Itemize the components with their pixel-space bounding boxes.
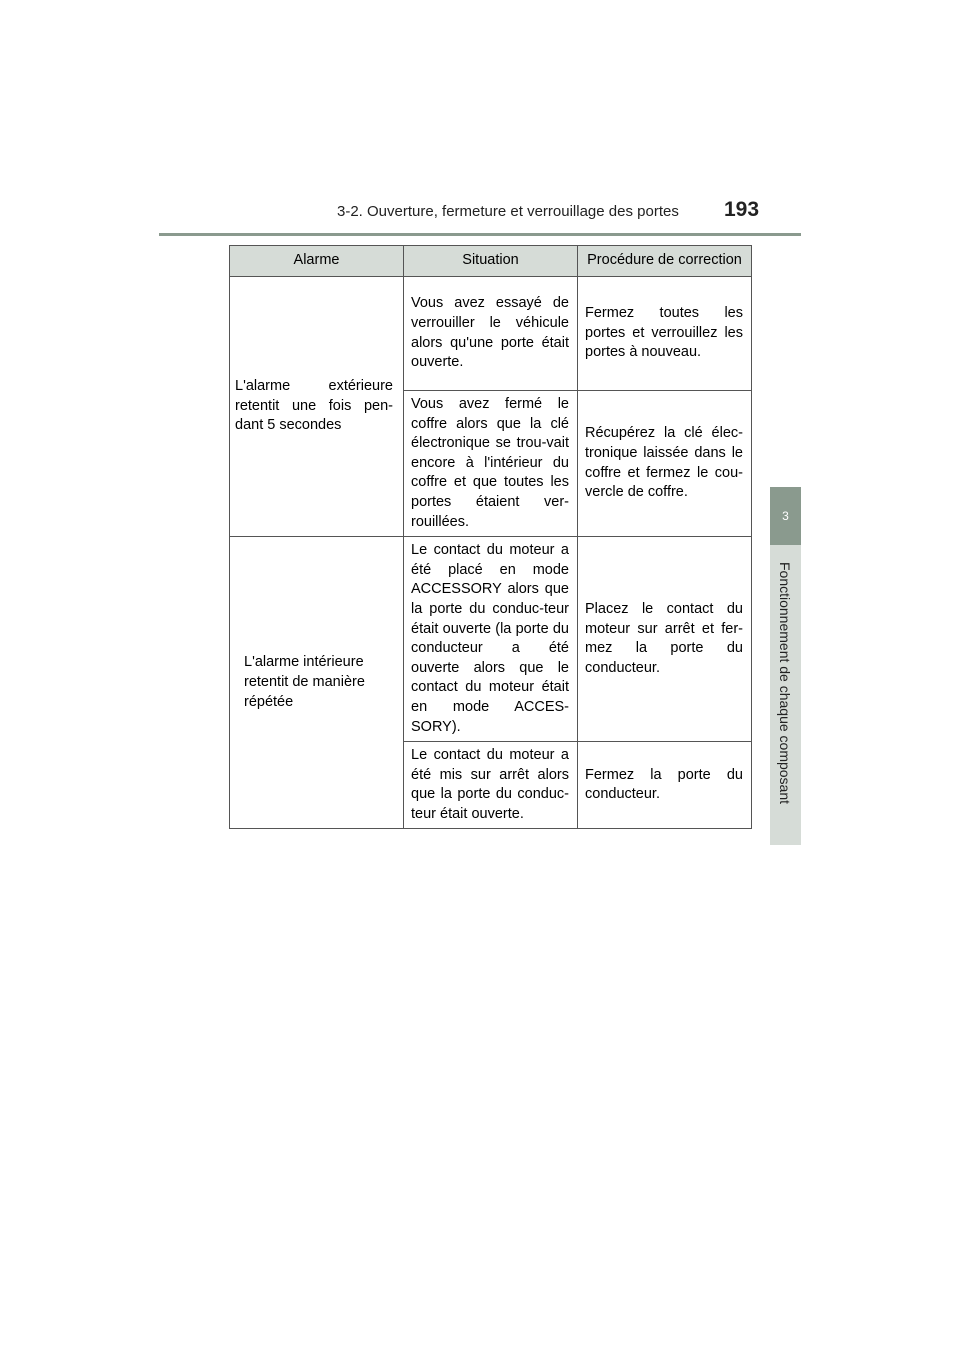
correction-cell (578, 391, 752, 537)
chapter-number: 3 (782, 509, 789, 523)
correction-text: Récupérez la clé élec-tronique laissée dans le coffre et fermez le cou-vercle de coffre. (585, 425, 743, 501)
situation-text: Le contact du moteur a été mis sur arrêt alors que la porte du conduc-teur était ouverte. (411, 747, 569, 822)
alarm-text: L'alarme extérieure retentit une fois pen-dant 5 secondes (235, 378, 393, 434)
alarm-cell (230, 277, 404, 537)
correction-cell (578, 742, 752, 829)
alarm-table (229, 245, 752, 829)
table-row (230, 277, 752, 391)
situation-cell (404, 391, 578, 537)
table-row (230, 537, 752, 742)
situation-cell (404, 742, 578, 829)
situation-text: Le contact du moteur a été placé en mode ACCESSORY alors que la porte du conduc-teur était ouverte (la porte du conducteur a été ouverte alors que le contact du moteur était en mode ACCES-SORY). (411, 542, 569, 735)
correction-text: Fermez toutes les portes et verrouillez les portes à nouveau. (585, 305, 743, 361)
table-header-row (230, 246, 752, 277)
correction-text: Fermez la porte du conducteur. (585, 766, 743, 803)
situation-text: Vous avez fermé le coffre alors que la clé électronique se trou-vait encore à l'intérieur du coffre et que toutes les portes étaient ver-rouillées. (411, 396, 569, 530)
header-correction: Procédure de correction (578, 246, 752, 277)
alarm-text: L'alarme intérieure retentit de manière répétée (244, 654, 365, 710)
correction-cell (578, 277, 752, 391)
header-alarm: Alarme (230, 246, 404, 277)
header-divider (159, 233, 801, 236)
situation-cell (404, 537, 578, 742)
correction-text: Placez le contact du moteur sur arrêt et fer-mez la porte du conducteur. (585, 600, 743, 676)
situation-cell (404, 277, 578, 391)
chapter-label-container (769, 555, 802, 810)
page-number: 193 (724, 198, 760, 221)
chapter-tab (770, 487, 801, 545)
correction-cell (578, 537, 752, 742)
section-title: 3-2. Ouverture, fermeture et verrouillage des portes (337, 203, 679, 220)
situation-text: Vous avez essayé de verrouiller le véhicule alors qu'une porte était ouverte. (411, 295, 569, 371)
alarm-cell (230, 537, 404, 829)
header-situation: Situation (404, 246, 578, 277)
chapter-label: Fonctionnement de chaque composant (777, 561, 794, 804)
